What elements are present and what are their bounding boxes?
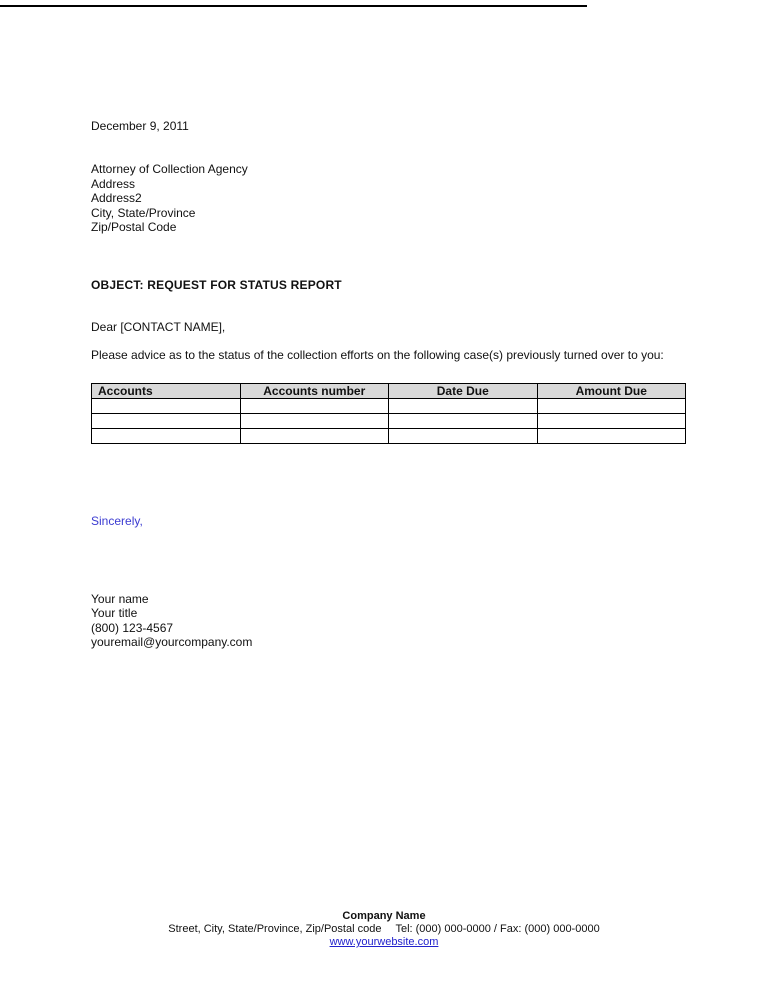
table-cell	[240, 413, 389, 428]
recipient-line-2: Address	[91, 176, 136, 191]
signature-name: Your name	[91, 591, 149, 606]
header-rule	[0, 5, 587, 7]
table-cell	[92, 413, 241, 428]
table-cell	[92, 428, 241, 443]
signature-phone: (800) 123-4567	[91, 620, 174, 635]
recipient-line-4: City, State/Province	[91, 205, 196, 220]
table-cell	[537, 428, 686, 443]
letter-body	[91, 119, 686, 650]
table-row	[92, 413, 686, 428]
recipient-address	[91, 162, 686, 235]
table-cell	[537, 398, 686, 413]
signature-block	[91, 592, 686, 650]
table-cell	[92, 398, 241, 413]
recipient-line-1: Attorney of Collection Agency	[91, 162, 248, 176]
footer-company-name: Company Name	[342, 910, 426, 922]
table-cell	[389, 413, 538, 428]
subject-line: OBJECT: REQUEST FOR STATUS REPORT	[91, 277, 342, 292]
footer-address: Street, City, State/Province, Zip/Postal code	[168, 923, 382, 935]
table-cell	[240, 398, 389, 413]
footer-contact: Tel: (000) 000-0000 / Fax: (000) 000-0000	[395, 923, 600, 935]
page-footer	[0, 910, 768, 949]
signature-email: youremail@yourcompany.com	[91, 635, 253, 649]
column-header-accounts: Accounts	[92, 383, 241, 398]
table-row	[92, 428, 686, 443]
recipient-line-3: Address2	[91, 191, 142, 205]
table-cell	[240, 428, 389, 443]
footer-website-link[interactable]: www.yourwebsite.com	[329, 936, 439, 948]
signature-title: Your title	[91, 606, 138, 620]
table-cell	[537, 413, 686, 428]
greeting: Dear [CONTACT NAME],	[91, 319, 226, 334]
letter-date: December 9, 2011	[91, 119, 189, 133]
body-paragraph: Please advice as to the status of the collection efforts on the following case(s) previously turned over to you:	[91, 347, 664, 362]
table-cell	[389, 398, 538, 413]
column-header-date-due: Date Due	[389, 383, 538, 398]
recipient-line-5: Zip/Postal Code	[91, 220, 177, 234]
column-header-accounts-number: Accounts number	[240, 383, 389, 398]
cases-table	[91, 383, 686, 444]
table-cell	[389, 428, 538, 443]
closing: Sincerely,	[91, 513, 143, 528]
column-header-amount-due: Amount Due	[537, 383, 686, 398]
table-row	[92, 398, 686, 413]
table-header-row	[92, 383, 686, 398]
footer-address-line	[0, 923, 768, 936]
